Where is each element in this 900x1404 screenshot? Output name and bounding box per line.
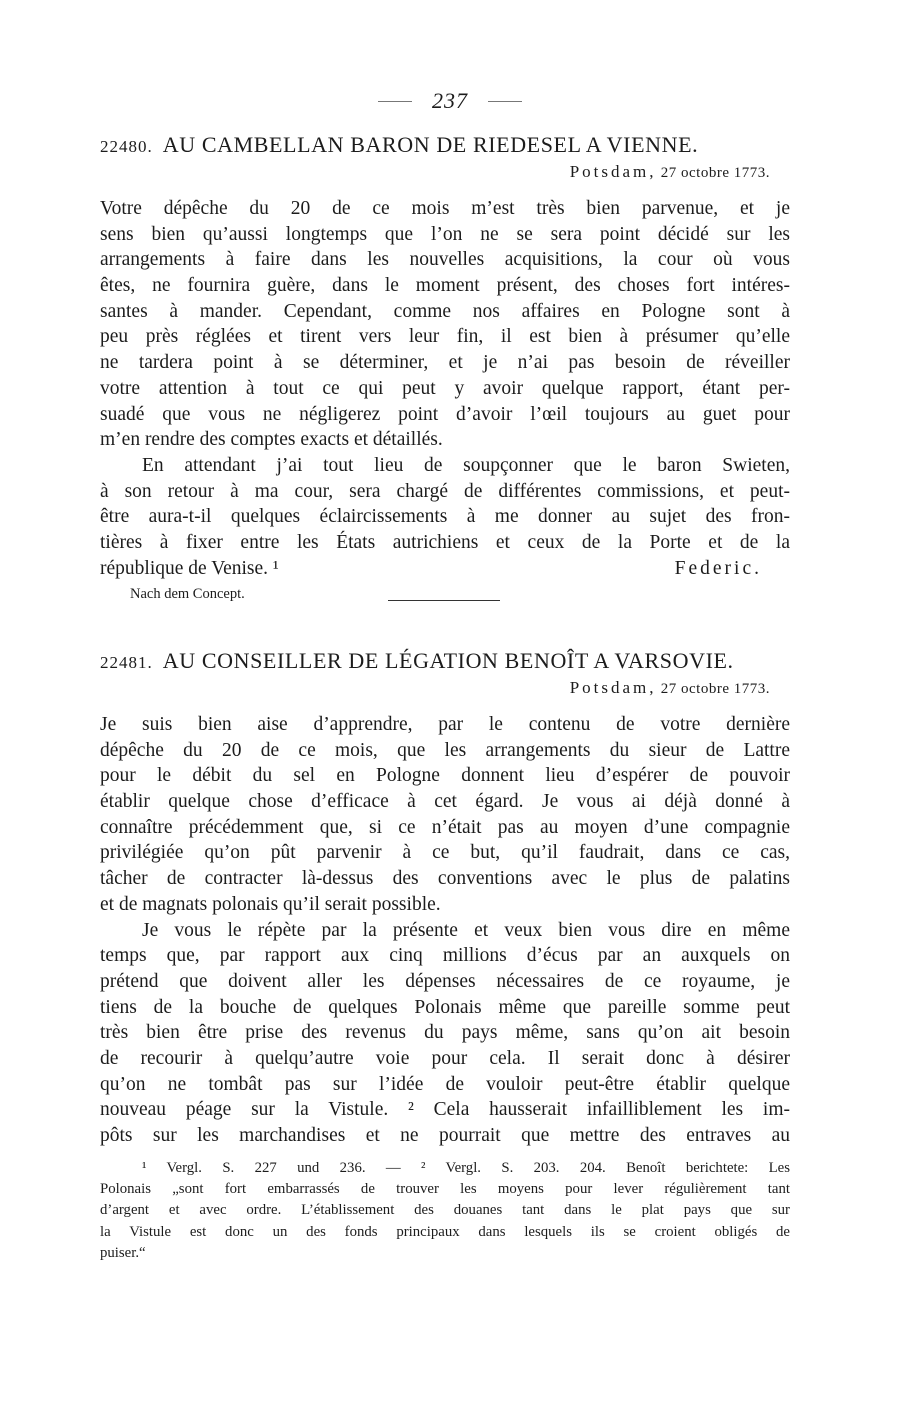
text-line: En attendant j’ai tout lieu de soupçonner que le baron Swieten, (142, 454, 790, 476)
footnote-line: puiser.“ (100, 1244, 146, 1261)
text-line: peu près réglées et tirent vers leur fin, il est bien à présumer qu’elle (100, 326, 790, 348)
letter-date: 27 octobre 1773. (660, 165, 770, 181)
header-dash-right (488, 101, 522, 102)
text-line: tières à fixer entre les États autrichiens et ceux de la Porte et de la (100, 531, 790, 553)
footnote-line: d’argent et avec ordre. L’établissement des douanes tant dans le plat pays que sur (100, 1202, 790, 1219)
text-line: santes à mander. Cependant, comme nos affaires en Pologne sont à (100, 300, 790, 322)
letter-place: Potsdam, (569, 678, 657, 697)
text-line: de recourir à quelqu’autre voie pour cela. Il serait donc à désirer (100, 1047, 790, 1069)
letter-number: 22481. (100, 653, 153, 672)
text-line: pôts sur les marchandises et ne pourrait que mettre des entraves au (100, 1125, 790, 1146)
letter-date: 27 octobre 1773. (660, 681, 770, 697)
letter-number: 22480. (100, 137, 153, 156)
footnote-line: ¹ Vergl. S. 227 und 236. — ² Vergl. S. 203. 204. Benoît berichtete: Les (142, 1160, 790, 1176)
letter-heading (100, 132, 790, 158)
source-note: Nach dem Concept. (130, 586, 245, 602)
text-line: à son retour à ma cour, sera chargé de différentes commissions, et peut- (100, 480, 790, 502)
text-line: être aura-t-il quelques éclaircissements à me donner au sujet des fron- (100, 506, 790, 528)
text-line: temps que, par rapport aux cinq millions d’écus par an auxquels on (100, 945, 790, 967)
text-line: suadé que vous ne négligerez point d’avoir l’œil toujours au guet pour (100, 403, 790, 425)
page-header (0, 86, 900, 116)
text-line: tiens de la bouche de quelques Polonais même que pareille somme peut (100, 996, 790, 1018)
letter-body (100, 196, 790, 581)
text-line: république de Venise. ¹ (100, 557, 279, 579)
text-line: très bien être prise des revenus du pays même, sans qu’on ait besoin (100, 1022, 790, 1044)
text-line: prétend que doivent aller les dépenses nécessaires de ce royaume, je (100, 970, 790, 992)
text-line: Votre dépêche du 20 de ce mois m’est très bien parvenue, et je (100, 198, 790, 219)
text-line: sens bien qu’aussi longtemps que l’on ne se sera point décidé sur les (100, 223, 790, 245)
text-line: dépêche du 20 de ce mois, que les arrangements du sieur de Lattre (100, 739, 790, 761)
text-line: tâcher de contracter là-dessus des conventions avec le plus de palatins (100, 868, 790, 890)
text-line: Je suis bien aise d’apprendre, par le contenu de votre dernière (100, 714, 790, 735)
text-line: et de magnats polonais qu’il serait possible. (100, 893, 441, 915)
letter-place: Potsdam, (569, 162, 657, 181)
text-line: êtes, ne fournira guère, dans le moment présent, des choses fort intéres- (100, 275, 790, 297)
text-line: établir quelque chose d’efficace à cet égard. Je vous ai déjà donné à (100, 791, 790, 813)
text-line: privilégiée qu’on pût parvenir à ce but, qu’il faudrait, dans ce cas, (100, 842, 790, 864)
footnote-line: la Vistule est donc un des fonds principaux dans lesquels ils se croient obligés de (100, 1223, 790, 1240)
header-dash-left (378, 101, 412, 102)
footnote-line: Polonais „sont fort embarrassés de trouver les moyens pour lever régulièrement tant (100, 1181, 790, 1198)
text-line: Je vous le répète par la présente et veux bien vous dire en même (142, 919, 790, 941)
text-line: nouveau péage sur la Vistule. ² Cela hausserait infailliblement les im- (100, 1099, 790, 1121)
text-line: ne tardera point à se déterminer, et je n’ai pas besoin de réveiller (100, 352, 790, 374)
signature: Federic. (674, 557, 762, 579)
text-line: m’en rendre des comptes exacts et détaillés. (100, 429, 443, 451)
footnotes (100, 1158, 790, 1264)
text-line: arrangements à faire dans les nouvelles acquisitions, la cour où vous (100, 249, 790, 271)
text-line: votre attention à tout ce qui peut y avoir quelque rapport, étant per- (100, 377, 790, 399)
section-divider (388, 600, 500, 601)
letter-title: AU CAMBELLAN BARON DE RIEDESEL A VIENNE. (162, 132, 699, 157)
page-number: 237 (432, 88, 468, 113)
closing-line (100, 556, 790, 582)
letter-title: AU CONSEILLER DE LÉGATION BENOÎT A VARSOVIE. (162, 648, 734, 673)
letter-dateline (570, 678, 770, 698)
text-line: pour le débit du sel en Pologne donnent lieu d’espérer de pouvoir (100, 765, 790, 787)
letter-body (100, 712, 790, 1149)
text-line: connaître précédemment que, si ce n’était pas au moyen d’une compagnie (100, 816, 790, 838)
text-line: qu’on ne tombât pas sur l’idée de vouloir peut-être établir quelque (100, 1073, 790, 1095)
letter-heading (100, 648, 790, 674)
letter-dateline (570, 162, 770, 182)
